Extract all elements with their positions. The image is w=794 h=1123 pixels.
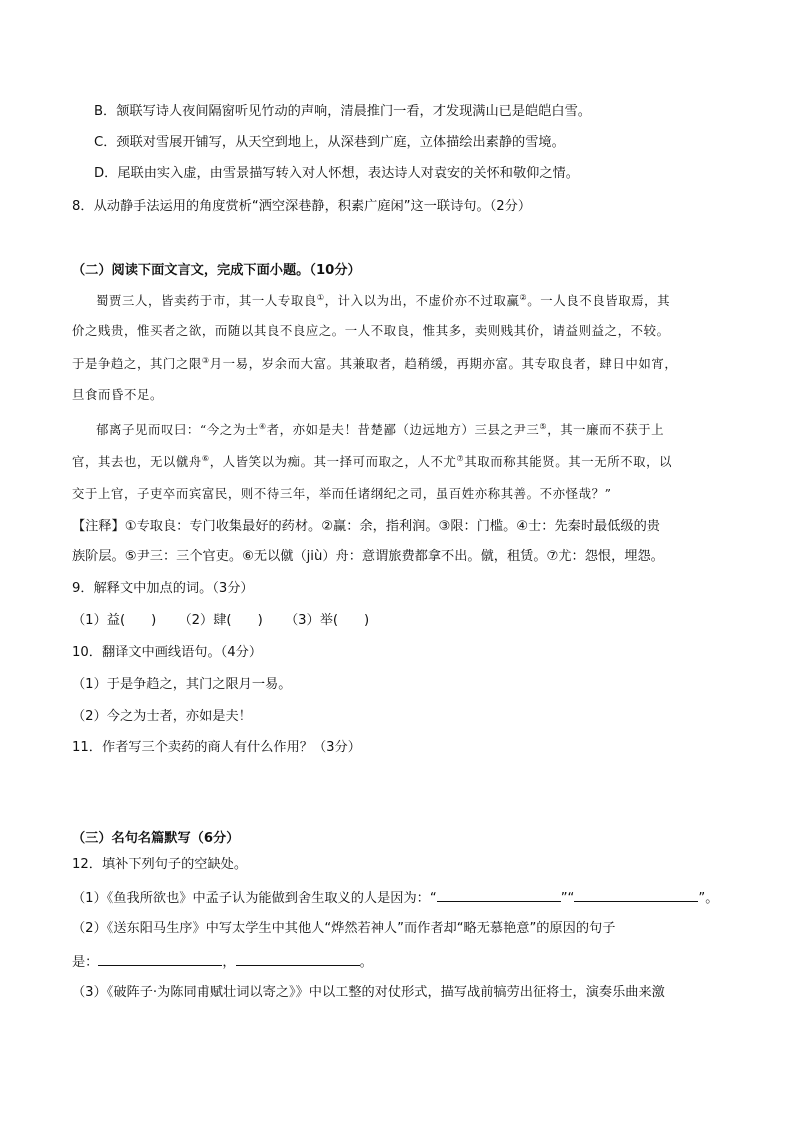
footnote-marker: ② <box>519 292 528 302</box>
question-9: 9．解释文中加点的词。（3分） <box>72 581 254 596</box>
question-11: 11．作者写三个卖药的商人有什么作用？（3分） <box>72 740 361 755</box>
question-9-items: （1）益( ) （2）肆( ) （3）举( ) <box>72 613 370 628</box>
option-c: C．颈联对雪展开铺写，从天空到地上，从深巷到广庭，立体描绘出素静的雪境。 <box>94 135 565 150</box>
question-12-item-3: （3）《破阵子·为陈同甫赋壮词以寄之》》中以工整的对仗形式，描写战前犒劳出征将士，演奏乐曲来激 <box>72 985 665 1000</box>
passage-line: 郁离子见而叹曰：“今之为士④者，亦如是夫！昔楚鄙（边远地方）三县之尹三⑤，其一廉而不获于上 <box>96 421 665 437</box>
footnote-marker: ③ <box>201 355 210 365</box>
footnote-marker: ⑤ <box>539 421 548 431</box>
footnote-marker: ④ <box>258 421 267 431</box>
footnote-marker: ⑥ <box>201 453 210 463</box>
passage-line: 交于上官，子吏卒而宾富民，则不待三年，举而任诸纲纪之司，虽百姓亦称其善。不亦怪哉？” <box>72 486 612 501</box>
question-10-sentence-1: （1）于是争趋之，其门之限月一易。 <box>72 677 292 692</box>
answer-blank[interactable] <box>574 888 698 902</box>
question-10-sentence-2: （2）今之为士者，亦如是夫！ <box>72 709 252 724</box>
passage-line: 旦食而昏不足。 <box>72 387 163 402</box>
passage-line: 官，其去也，无以僦舟⑥，人皆笑以为痴。其一择可而取之，人不尤⑦其取而称其能贤。其一无所不取，以 <box>72 453 673 469</box>
section-3-heading: （三）名句名篇默写（6分） <box>72 831 240 846</box>
question-12-item-2-answer: 是： ， 。 <box>72 952 373 972</box>
question-8: 8．从动静手法运用的角度赏析“洒空深巷静，积素广庭闲”这一联诗句。（2分） <box>72 199 532 214</box>
section-2-heading: （二）阅读下面文言文，完成下面小题。（10分） <box>72 263 361 278</box>
answer-blank[interactable] <box>437 888 561 902</box>
question-12: 12．填补下列句子的空缺处。 <box>72 857 248 872</box>
question-12-item-1: （1）《鱼我所欲也》中孟子认为能做到舍生取义的人是因为：“ ”“ ”。 <box>72 888 718 908</box>
notes-line: 族阶层。⑤尹三：三个官吏。⑥无以僦（jiù）舟：意谓旅费都拿不出。僦，租赁。⑦尤：怨恨，埋怨。 <box>72 549 664 564</box>
option-d: D．尾联由实入虚，由雪景描写转入对人怀想，表达诗人对袁安的关怀和敬仰之情。 <box>94 166 579 181</box>
answer-blank[interactable] <box>236 952 360 966</box>
passage-line: 价之贱贵，惟买者之欲，而随以其良不良应之。一人不取良，惟其多，卖则贱其价，请益则益之，不较。 <box>72 323 670 338</box>
passage-line: 蜀贾三人，皆卖药于市，其一人专取良①，计入以为出，不虚价亦不过取赢②。一人良不良皆取焉，其 <box>96 292 671 308</box>
notes-line: 【注释】①专取良：专门收集最好的药材。②赢：余，指利润。③限：门槛。④士：先秦时最低级的贵 <box>72 519 660 534</box>
question-10: 10．翻译文中画线语句。（4分） <box>72 645 263 660</box>
option-b: B．颔联写诗人夜间隔窗听见竹动的声响，清晨推门一看，才发现满山已是皑皑白雪。 <box>94 104 591 119</box>
answer-blank[interactable] <box>98 952 222 966</box>
footnote-marker: ① <box>316 292 325 302</box>
passage-line: 于是争趋之，其门之限③月一易，岁余而大富。其兼取者，趋稍缓，再期亦富。其专取良者，肆日中如宵， <box>72 355 678 371</box>
footnote-marker: ⑦ <box>456 453 465 463</box>
question-12-item-2: （2）《送东阳马生序》中写太学生中其他人“烨然若神人”而作者却“略无慕艳意”的原因的句子 <box>72 921 616 936</box>
